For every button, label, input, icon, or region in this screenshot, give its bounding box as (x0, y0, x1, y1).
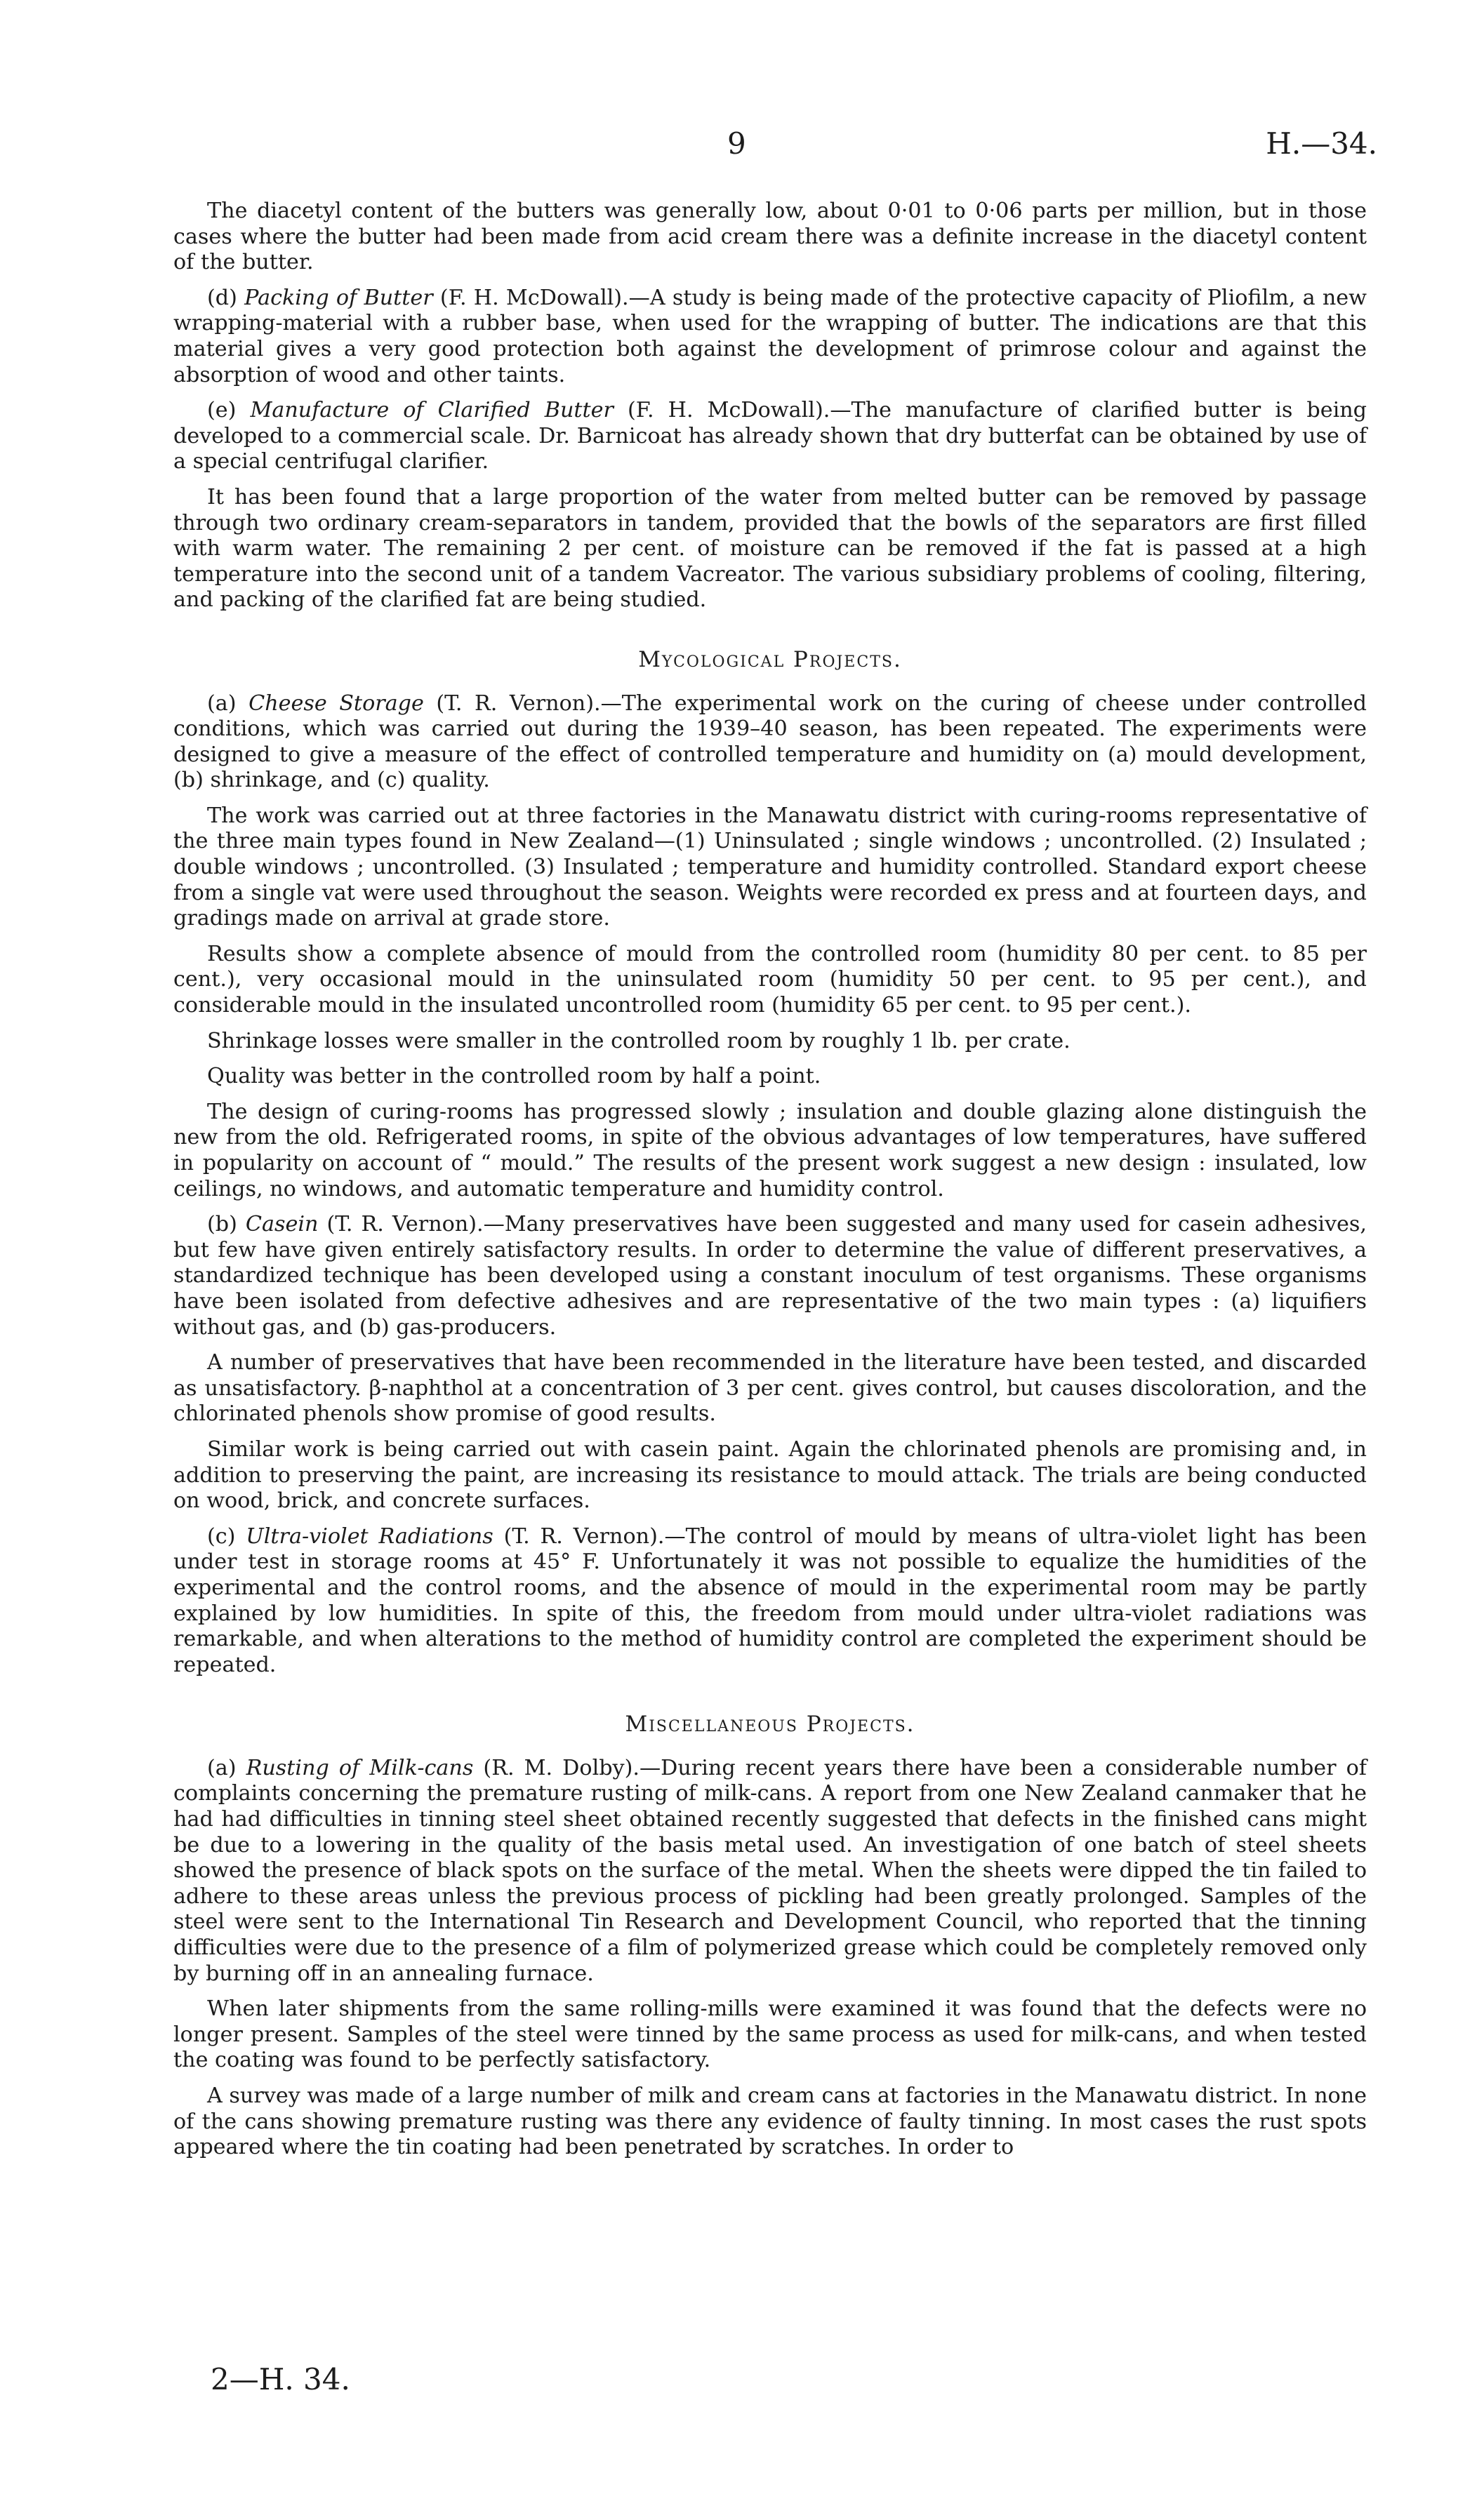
page-header (0, 123, 1484, 165)
paragraph-text: A survey was made of a large number of milk and cream cans at factories in the Manawatu district. In none of the cans showing premature rusting was there any evidence of faulty tinning. In most cases the rust spots appeared where the tin coating had been penetrated by scratches. In order to (173, 2084, 1367, 2160)
paragraph-text: The work was carried out at three factories in the Manawatu district with curing-rooms representative of the three main types found in New Zealand—(1) Uninsulated ; single windows ; uncontrolled. (2) Insulated ; double windows ; uncontrolled. (3) Insulated ; temperature and humidity controlled. Standard export cheese from a single vat were used throughout the season. Weights were recorded ex press and at fourteen days, and gradings made on arrival at grade store. (173, 803, 1367, 931)
paragraph-title: Ultra-violet Radiations (246, 1524, 493, 1549)
paragraph (173, 1064, 1367, 1090)
paragraph-title: Packing of Butter (244, 285, 433, 310)
paragraph-text: (T. R. Vernon).—The experimental work on the curing of cheese under controlled conditions, which was carried out during the 1939–40 season, has been repeated. The experiments were designed to give a measure of the effect of controlled temperature and humidity on (a) mould development, (b) shrinkage, and (c) quality. (173, 691, 1367, 793)
paragraph-text: When later shipments from the same rolling-mills were examined it was found that the defects were no longer present. Samples of the steel were tinned by the same process as used for milk-cans, and when tested the coating was found to be perfectly satisfactory. (173, 1996, 1367, 2073)
body-text (173, 199, 1367, 2171)
paragraph-text: Results show a complete absence of mould from the controlled room (humidity 80 per cent. to 85 per cent.), very occasional mould in the uninsulated room (humidity 50 per cent. to 95 per cent.), and considerable mould in the insulated uncontrolled room (humidity 65 per cent. to 95 per cent.). (173, 941, 1367, 1018)
document-reference: H.—34. (1266, 126, 1377, 161)
paragraph-lead: (b) (207, 1212, 246, 1237)
paragraph (173, 199, 1367, 276)
paragraph-text: The diacetyl content of the butters was generally low, about 0·01 to 0·06 parts per million, but in those cases where the butter had been made from acid cream there was a definite increase in the diacetyl content of the butter. (173, 199, 1367, 275)
paragraph-text: Shrinkage losses were smaller in the controlled room by roughly 1 lb. per crate. (207, 1028, 1071, 1053)
paragraph (173, 286, 1367, 388)
paragraph-title: Cheese Storage (249, 691, 424, 716)
paragraph-title: Rusting of Milk-cans (246, 1755, 474, 1780)
paragraph-text: The design of curing-rooms has progressed slowly ; insulation and double glazing alone distinguish the new from the old. Refrigerated rooms, in spite of the obvious advantages of low temperatures, have suffered in popularity on account of “ mould.” The results of the present work suggest a new design : insulated, low ceilings, no windows, and automatic temperature and humidity control. (173, 1099, 1367, 1201)
page-number: 9 (727, 126, 746, 161)
paragraph (173, 398, 1367, 475)
paragraph-text: A number of preservatives that have been recommended in the literature have been tested, and discarded as unsatisfactory. β-naphthol at a concentration of 3 per cent. gives control, but causes discoloration, and the chlorinated phenols show promise of good results. (173, 1350, 1367, 1427)
paragraph-text: Quality was better in the controlled room by half a point. (207, 1064, 821, 1089)
paragraph-text: (R. M. Dolby).—During recent years there have been a considerable number of complaints concerning the premature rusting of milk-cans. A report from one New Zealand canmaker that he had had difficulties in tinning steel sheet obtained recently suggested that defects in the finished cans might be due to a lowering in the quality of the basis metal used. An investigation of one batch of steel sheets showed the presence of black spots on the surface of the metal. When the sheets were dipped the tin failed to adhere to these areas unless the previous process of pickling had been greatly prolonged. Samples of the steel were sent to the International Tin Research and Development Council, who reported that the tinning difficulties were due to the presence of a film of polymerized grease which could be completely removed only by burning off in an annealing furnace. (173, 1755, 1367, 1986)
paragraph (173, 691, 1367, 794)
paragraph (173, 1100, 1367, 1202)
paragraph (173, 942, 1367, 1019)
paragraph (173, 1996, 1367, 2074)
section-heading: Miscellaneous Projects. (625, 1712, 915, 1738)
paragraph-text: (F. H. McDowall).—A study is being made of the protective capacity of Pliofilm, a new wrapping-material with a rubber base, when used for the wrapping of butter. The indications are that this material gives a very good protection both against the development of primrose colour and against the absorption of wood and other taints. (173, 285, 1367, 387)
paragraph (173, 1029, 1367, 1055)
paragraph-text: Similar work is being carried out with casein paint. Again the chlorinated phenols are promising and, in addition to preserving the paint, are increasing its resistance to mould attack. The trials are being conducted on wood, brick, and concrete surfaces. (173, 1436, 1367, 1514)
paragraph (173, 1350, 1367, 1427)
paragraph (173, 1524, 1367, 1679)
paragraph-text: It has been found that a large proportion of the water from melted butter can be removed by passage through two ordinary cream-separators in tandem, provided that the bowls of the separators are first filled with warm water. The remaining 2 per cent. of moisture can be removed if the fat is passed at a high temperature into the second unit of a tandem Vacreator. The various subsidiary problems of cooling, filtering, and packing of the clarified fat are being studied. (173, 484, 1367, 613)
paragraph-lead: (c) (207, 1524, 246, 1549)
paragraph (173, 485, 1367, 613)
paragraph (173, 804, 1367, 932)
footer-signature: 2—H. 34. (211, 2362, 350, 2396)
paragraph (173, 1437, 1367, 1514)
paragraph (173, 1212, 1367, 1340)
section-heading: Mycological Projects. (638, 646, 902, 672)
paragraph-lead: (a) (207, 691, 249, 716)
paragraph-lead: (d) (207, 285, 245, 310)
paragraph (173, 2084, 1367, 2161)
paragraph-lead: (e) (207, 398, 251, 423)
paragraph-text: (T. R. Vernon).—The control of mould by means of ultra-violet light has been under test in storage rooms at 45° F. Unfortunately it was not possible to equalize the humidities of the experimental and the control rooms, and the absence of mould in the experimental room may be partly explained by low humidities. In spite of this, the freedom from mould under ultra-violet radiations was remarkable, and when alterations to the method of humidity control are completed the experiment should be repeated. (173, 1524, 1367, 1677)
paragraph-text: (F. H. McDowall).—The manufacture of clarified butter is being developed to a commercial scale. Dr. Barnicoat has already shown that dry butterfat can be obtained by use of a special centrifugal clarifier. (173, 398, 1367, 474)
paragraph-lead: (a) (207, 1755, 246, 1780)
paragraph-title: Manufacture of Clarified Butter (250, 398, 614, 423)
paragraph-text: (T. R. Vernon).—Many preservatives have been suggested and many used for casein adhesives, but few have given entirely satisfactory results. In order to determine the value of different preservatives, a standardized technique has been developed using a constant inoculum of test organisms. These organisms have been isolated from defective adhesives and are representative of the two main types : (a) liquifiers without gas, and (b) gas-producers. (173, 1212, 1367, 1340)
paragraph (173, 1756, 1367, 1987)
paragraph-title: Casein (245, 1212, 319, 1237)
